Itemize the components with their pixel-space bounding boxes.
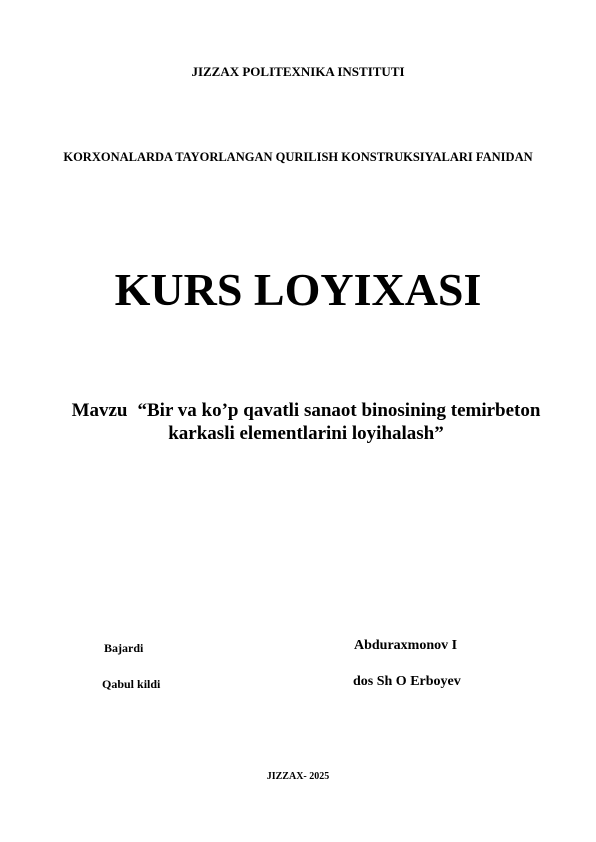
document-title: KURS LOYIXASI: [114, 264, 482, 315]
topic-text-1: “Bir va ko’p qavatli sanaot binosining temirbeton: [137, 400, 541, 421]
accepted-label: Qabul kildi: [102, 677, 161, 691]
topic-line-2: karkasli elementlarini loyihalash”: [168, 423, 444, 444]
topic-block: [0, 399, 596, 445]
topic-line-1: [0, 399, 596, 422]
subject-heading: KORXONALARDA TAYORLANGAN QURILISH KONSTRUKSIYALARI FANIDAN: [63, 150, 533, 164]
institute-name: JIZZAX POLITEXNIKA INSTITUTI: [191, 64, 405, 79]
footer-city-year: JIZZAX- 2025: [266, 771, 330, 782]
done-label: Bajardi: [104, 641, 144, 655]
topic-label: Mavzu: [71, 400, 128, 421]
done-value: Abduraxmonov I: [354, 638, 458, 653]
accepted-value: dos Sh O Erboyev: [353, 674, 461, 689]
